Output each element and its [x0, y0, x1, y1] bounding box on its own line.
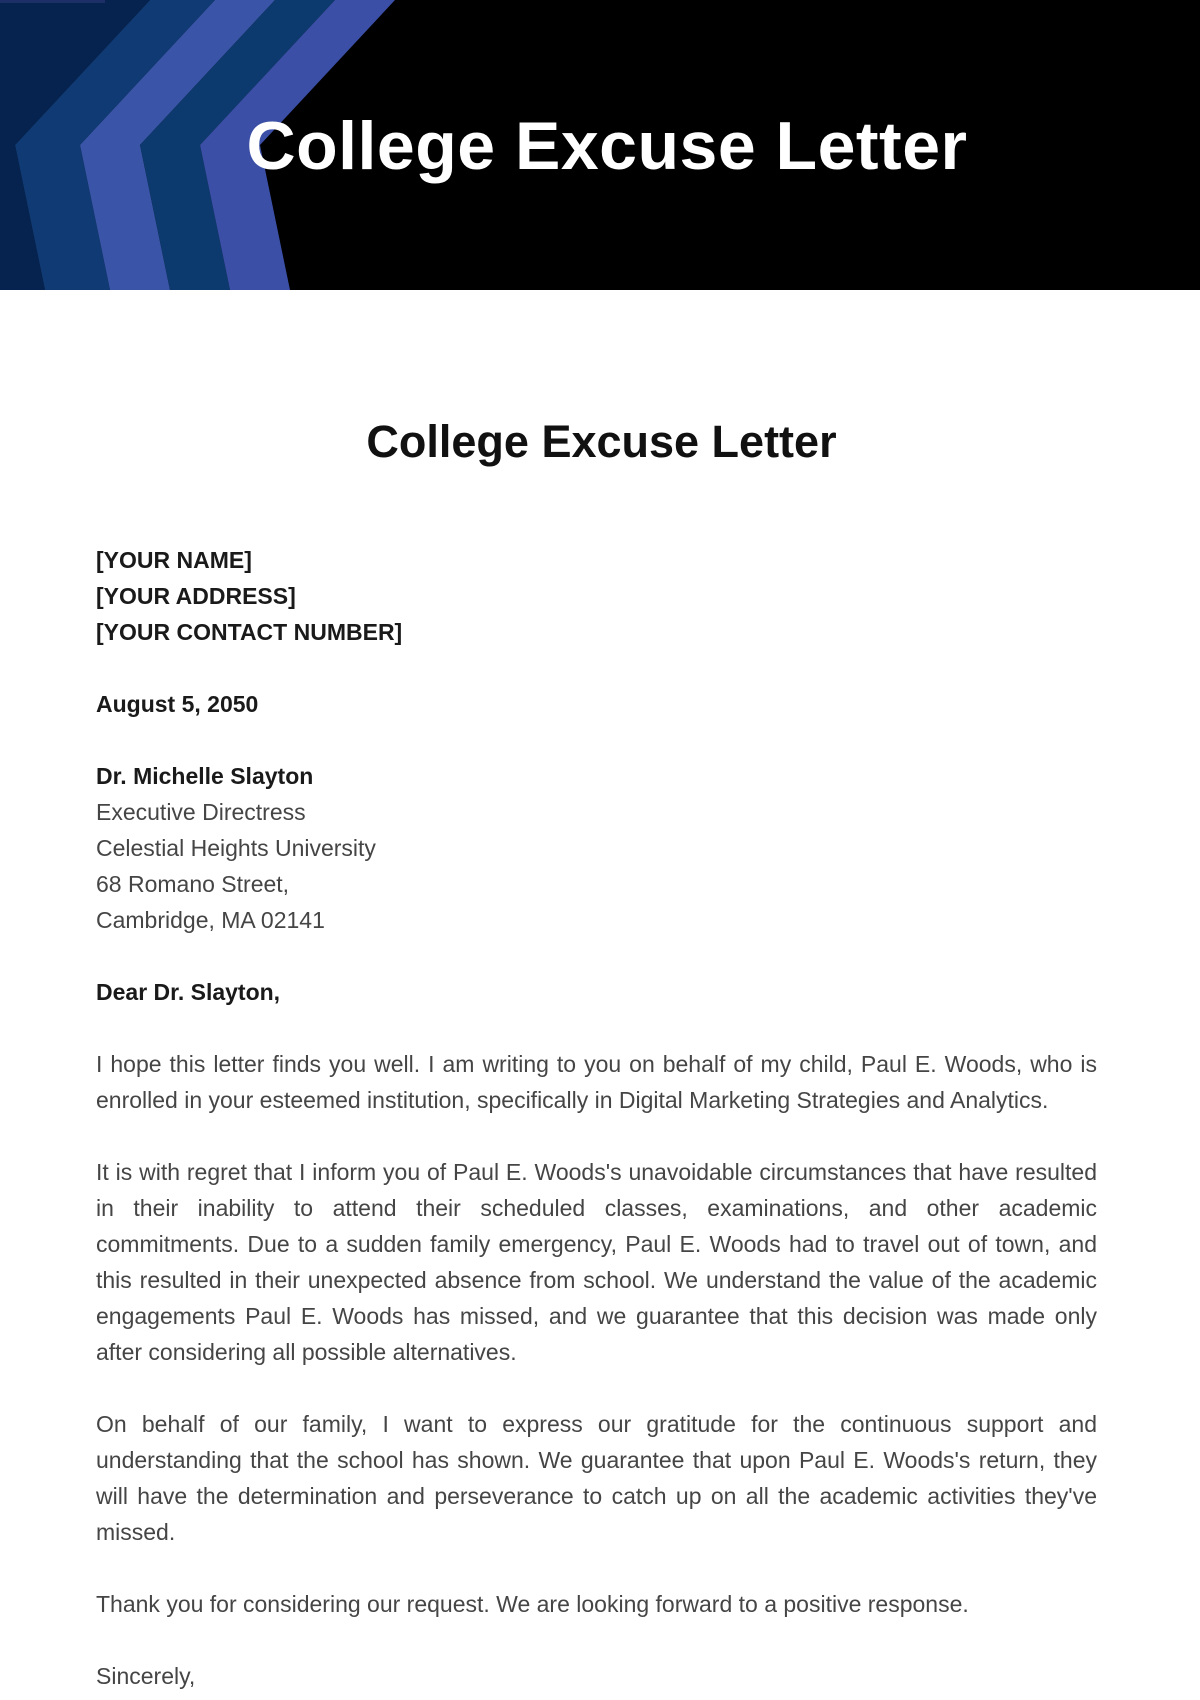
- sender-name: [YOUR NAME]: [96, 547, 252, 573]
- recipient-name: Dr. Michelle Slayton: [96, 763, 314, 789]
- sender-block: [96, 542, 1097, 650]
- salutation-block: [96, 974, 1097, 1010]
- paragraph-2: It is with regret that I inform you of Paul E. Woods's unavoidable circumstances that have resulted in their inability to attend their scheduled classes, examinations, and other academic commitments. Due to a sudden family emergency, Paul E. Woods had to travel out of town, and this resulted in their unexpected absence from school. We understand the value of the academic engagements Paul E. Woods has missed, and we guarantee that this decision was made only after considering all possible alternatives.: [96, 1159, 1097, 1365]
- recipient-street: 68 Romano Street,: [96, 871, 290, 897]
- recipient-title: Executive Directress: [96, 799, 306, 825]
- paragraph-4: Thank you for considering our request. We are looking forward to a positive response.: [96, 1591, 969, 1617]
- recipient-organization: Celestial Heights University: [96, 835, 376, 861]
- salutation: Dear Dr. Slayton,: [96, 979, 281, 1005]
- date-block: [96, 686, 1097, 722]
- recipient-block: [96, 758, 1097, 938]
- header-banner: [0, 0, 1200, 290]
- letter-date: August 5, 2050: [96, 691, 259, 717]
- closing: Sincerely,: [96, 1663, 196, 1689]
- paragraph-1: I hope this letter finds you well. I am writing to you on behalf of my child, Paul E. Woods, who is enrolled in your esteemed institution, specifically in Digital Marketing Strategies and Analytics.: [96, 1051, 1097, 1113]
- sender-address: [YOUR ADDRESS]: [96, 583, 296, 609]
- paragraph-3: On behalf of our family, I want to express our gratitude for the continuous support and understanding that the school has shown. We guarantee that upon Paul E. Woods's return, they will have the determination and perseverance to catch up on all the academic activities they've missed.: [96, 1411, 1097, 1545]
- corner-accent: [0, 0, 105, 3]
- sender-contact: [YOUR CONTACT NUMBER]: [96, 619, 403, 645]
- letter-body: [96, 412, 1097, 1694]
- document-title: College Excuse Letter: [366, 416, 837, 467]
- banner-title: College Excuse Letter: [246, 108, 968, 184]
- recipient-city: Cambridge, MA 02141: [96, 907, 325, 933]
